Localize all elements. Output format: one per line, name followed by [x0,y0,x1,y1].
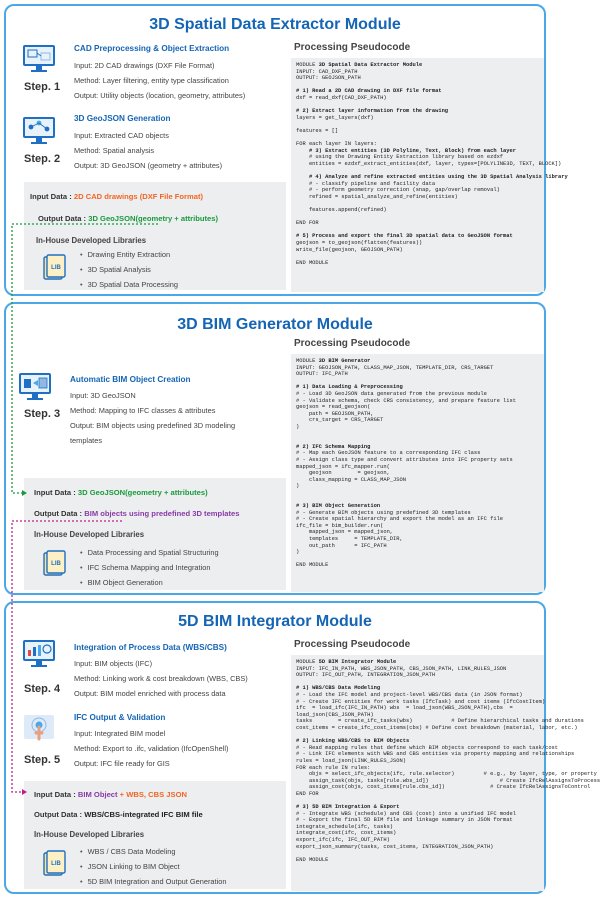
pseudocode-line: # - Integrate WBS (schedule) and CBS (cost) into a unified IFC model [296,810,516,817]
pseudocode-line: class_mapping = CLASS_MAP_JSON [296,476,406,483]
pseudocode-line: # - Load 3D GeoJSON data generated from the previous module [296,390,487,397]
lib-item: • 3D Spatial Data Processing [80,280,178,289]
pseudocode-line: # - Create IFC entities for work tasks (IfcTask) and cost items (IfcCostItem) [296,698,546,705]
pseudocode-line: OUTPUT: GEOJSON_PATH [296,75,361,82]
step-output: Output: BIM objects using predefined 3D modeling [70,421,236,430]
pseudocode-line: MODULE 3D BIM Generator [296,358,371,364]
pseudocode-line: ifc = load_ifc(IFC_IN_PATH) wbs = load_json(WBS_JSON_PATH),cbs = [296,705,513,712]
input-value: 3D GeoJSON(geometry + attributes) [77,488,208,497]
lib-icon-text: LIB [51,561,61,567]
pseudocode-line: integrate_cost(ifc, cost_items) [296,830,397,837]
pseudocode-line: ) [296,423,300,430]
pseudocode-line: OUTPUT: IFC_PATH [296,371,348,378]
validation-touch-icon [22,713,56,743]
pseudocode-line [296,679,539,686]
output-label: Output Data : [34,509,83,518]
pseudocode-line: END MODULE [296,562,329,569]
step-input: Input: Extracted CAD objects [74,131,169,140]
step-label: Step. 2 [24,153,61,165]
pseudocode-block [291,58,568,292]
pseudocode-line: mapped_json = mapped_json, [296,529,394,536]
pseudocode-line: MODULE 5D BIM Integrator Module [296,659,397,665]
step-output: Output: IFC file ready for GIS [74,759,170,768]
pseudocode-line: # - Export the final 5D BIM file and linkage summary in JSON format [296,817,513,824]
pseudocode-line: geojson = geojson, [296,470,390,477]
pseudocode-line: write_file(geojson, GEOJSON_PATH) [296,246,403,253]
pseudocode-line: # 2) IFC Schema Mapping [296,443,371,450]
pseudocode-line: # - Map each GeoJSON feature to a corresponding IFC class [296,450,481,457]
pseudocode-line: # 1) Read a 2D CAD drawing in DXF file format [296,88,442,95]
pseudocode-line: refined = spatial_analyze_and_refine(entities) [296,193,458,200]
lib-item: • 3D Spatial Analysis [80,265,151,274]
step-label: Step. 3 [24,408,61,420]
output-label: Output Data : [34,810,83,819]
module-title: 5D BIM Integrator Module [178,613,372,630]
step-method: Method: Export to .ifc, validation (IfcOpenShell) [74,744,229,753]
pseudocode-heading: Processing Pseudocode [294,639,411,650]
pseudocode-line: END MODULE [296,856,329,863]
library-icon [42,550,66,578]
step-title: Automatic BIM Object Creation [70,375,191,384]
pseudocode-line [296,82,539,89]
pseudocode-line: # using the Drawing Entity Extraction library based on ezdxf [296,154,504,161]
pseudocode-line: # - Load the IFC model and project-level WBS/CBS data (in JSON format) [296,691,523,698]
pseudocode-line [296,200,539,207]
pseudocode-line: # 3) Extract entities (3D Polyline, Text, Block) from each layer [308,147,516,154]
step-input: Input: 3D GeoJSON [70,391,136,400]
pseudocode-line: # - Link IFC elements with WBS and CBS entities via property mapping and relationships [296,751,575,758]
pseudocode-line: assign_task(objs, tasks[rule.wbs_id]) # Create IfcRelAssignsToProcess [296,777,600,784]
pseudocode-line [296,135,539,142]
bim-generator-module [4,302,546,595]
step-label: Step. 5 [24,754,61,766]
pseudocode-line: # - Validate schema, check CRS consistency, and prepare feature list [296,397,516,404]
output-value: WBS/CBS-integrated IFC BIM file [84,810,203,819]
pseudocode-line: load_json(CBS_JSON_PATH) [296,711,374,718]
pseudocode-line: # - Generate BIM objects using predefined 3D templates [296,509,471,516]
pseudocode-block [291,655,600,891]
pseudocode-line [296,850,539,857]
pseudocode-line: # 2) Linking WBS/CBS to BIM Objects [296,738,410,745]
lib-item: • WBS / CBS Data Modeling [80,847,176,856]
pseudocode-line [296,378,539,385]
library-icon [42,850,66,878]
geojson-monitor-icon [22,116,56,146]
step-method: Method: Spatial analysis [74,146,155,155]
pseudocode-line: # 4) Analyze and refine extracted entities using the 3D Spatial Analysis library [308,174,568,181]
step-title: IFC Output & Validation [74,713,166,722]
step-method: Method: Layer filtering, entity type classification [74,76,229,85]
pseudocode-line: FOR each layer IN layers: [296,141,377,148]
pseudocode-line: rules = load_json(LINK_RULES_JSON) [296,757,406,764]
pseudocode-line [296,490,539,497]
libs-title: In-House Developed Libraries [34,530,145,539]
pseudocode-line: ifc_file = bim_builder.run( [296,522,384,529]
step-label: Step. 1 [24,81,61,93]
input-data [34,790,187,799]
step-input: Input: Integrated BIM model [74,729,166,738]
library-icon [42,254,66,282]
pseudocode-line: integrate_schedule(ifc, tasks) [296,823,394,830]
pseudocode-line: ) [296,549,300,556]
pseudocode-line: export_json_summary(tasks, cost_items, INTEGRATION_JSON_PATH) [296,843,494,850]
libs-title: In-House Developed Libraries [36,236,147,245]
step-title: 3D GeoJSON Generation [74,114,171,123]
pseudocode-line: END FOR [296,220,319,227]
pseudocode-line: path = GEOJSON_PATH, [296,410,374,417]
lib-item: • BIM Object Generation [80,578,163,587]
step-title: Integration of Process Data (WBS/CBS) [74,643,227,652]
pseudocode-line: INPUT: IFC_IN_PATH, WBS_JSON_PATH, CBS_JSON_PATH, LINK_RULES_JSON [296,665,507,672]
input-value-json: + WBS, CBS JSON [117,790,187,799]
lib-item: • JSON Linking to BIM Object [80,862,180,871]
pseudocode-line: geojson = to_geojson(flatten(features)) [296,240,423,247]
pseudocode-line: entities = ezdxf_extract_entities(dxf, layer, types=[POLYLINE3D, TEXT, BLOCK]) [296,160,562,167]
lib-item: • 5D BIM Integration and Output Generation [80,877,226,886]
step-input: Input: 2D CAD drawings (DXF File Format) [74,61,215,70]
pseudocode-line [296,556,539,563]
pseudocode-line: crs_target = CRS_TARGET [296,417,384,424]
step-input: Input: BIM objects (IFC) [74,659,153,668]
step-method: Method: Linking work & cost breakdown (WBS, CBS) [74,674,248,683]
pseudocode-line: MODULE 3D Spatial Data Extractor Module [296,62,423,68]
pseudocode-line: ) [296,483,300,490]
output-label: Output Data : [38,214,87,223]
output-data [38,214,218,223]
pseudocode-line [296,437,539,444]
pseudocode-line: # - classify pipeline and facility data [296,180,436,187]
input-label: Input Data : [30,192,72,201]
input-label: Input Data : [34,488,76,497]
pseudocode-line [296,253,539,260]
pseudocode-line: templates = TEMPLATE_DIR, [296,536,403,543]
spatial-extractor-module [4,4,568,296]
pseudocode-line [296,732,539,739]
cad-monitor-icon [22,44,56,74]
pseudocode-line: # - Assign class type and convert attributes into IFC property sets [296,456,513,463]
step-output-cont: templates [70,436,103,445]
input-value: 2D CAD drawings (DXF File Format) [73,192,203,201]
integration-monitor-icon [22,639,56,669]
pseudocode-line [296,102,539,109]
lib-item: • IFC Schema Mapping and Integration [80,563,210,572]
pseudocode-line: INPUT: GEOJSON_PATH, CLASS_MAP_JSON, TEMPLATE_DIR, CRS_TARGET [296,364,494,371]
pseudocode-line: # 1) WBS/CBS Data Modeling [296,685,381,692]
pseudocode-line: mapped_json = ifc_mapper.run( [296,463,390,470]
lib-item: • Data Processing and Spatial Structuring [80,548,219,557]
pseudocode-line: out_path = IFC_PATH [296,542,387,549]
pseudocode-line: # - Read mapping rules that define which BIM objects correspond to each task/cost [296,744,559,751]
pseudocode-line: tasks = create_ifc_tasks(wbs) # Define hierarchical tasks and durations [296,718,584,725]
pseudocode-line: cost_items = create_ifc_cost_items(cbs) # Define cost breakdown (material, labor, etc.) [296,724,578,731]
pseudocode-line: # 1) Data Loading & Preprocessing [296,384,403,391]
pseudocode-line [296,496,539,503]
pseudocode-line [296,168,539,175]
libs-title: In-House Developed Libraries [34,830,145,839]
module-title: 3D BIM Generator Module [177,316,373,333]
output-value: 3D GeoJSON(geometry + attributes) [88,214,218,223]
bim-integrator-module [4,601,600,894]
pseudocode-line: # 2) Extract layer information from the drawing [296,108,449,115]
pseudocode-line: # 3) 5D BIM Integration & Export [296,804,400,811]
pseudocode-heading: Processing Pseudocode [294,338,411,349]
input-value-bim: BIM Object [77,790,118,799]
pseudocode-line [296,797,539,804]
lib-icon-text: LIB [51,265,61,271]
pseudocode-line: FOR each rule IN rules: [296,764,371,771]
pseudocode-line [296,121,539,128]
bim-monitor-icon [18,372,52,402]
step-title: CAD Preprocessing & Object Extraction [74,44,230,53]
pseudocode-line: objs = select_ifc_objects(ifc, rule.selector) # e.g., by layer, type, or property [296,771,597,778]
pseudocode-line: INPUT: CAD_DXF_PATH [296,68,358,75]
pseudocode-block [291,354,544,592]
input-label: Input Data : [34,790,76,799]
input-data [30,192,203,201]
output-data [34,810,203,819]
pseudocode-line: export_ifc(ifc, IFC_OUT_PATH) [296,837,390,844]
pseudocode-line: features.append(refined) [296,207,387,214]
pseudocode-heading: Processing Pseudocode [294,42,411,53]
pseudocode-line: # 5) Process and export the final 3D spatial data to GeoJSON format [296,233,513,240]
pseudocode-line [296,227,539,234]
pseudocode-line [296,214,539,221]
input-data [34,488,208,497]
lib-item: • Drawing Entity Extraction [80,250,170,259]
pseudocode-line: OUTPUT: IFC_OUT_PATH, INTEGRATION_JSON_PATH [296,672,436,679]
step-output: Output: 3D GeoJSON (geometry + attributes) [74,161,223,170]
step-output: Output: BIM model enriched with process data [74,689,226,698]
pseudocode-line: geojson = read_geojson( [296,404,371,411]
step-label: Step. 4 [24,683,61,695]
pseudocode-line: END FOR [296,790,319,797]
pseudocode-line: assign_cost(objs, cost_items[rule.cbs_id]) # Create IfcRelAssignsToControl [296,784,591,791]
pseudocode-line: # - Create spatial hierarchy and export the model as an IFC file [296,516,504,523]
pseudocode-line: END MODULE [296,259,329,266]
pseudocode-line: # - perform geometry correction (snap, gap/overlap removal) [296,187,500,194]
pseudocode-line: # 3) BIM Object Generation [296,503,381,510]
pseudocode-line: layers = get_layers(dxf) [296,114,374,121]
output-data [34,509,240,518]
lib-icon-text: LIB [51,861,61,867]
module-title: 3D Spatial Data Extractor Module [149,16,401,33]
output-value: BIM objects using predefined 3D templates [84,509,240,518]
pseudocode-line [296,431,539,438]
pseudocode-line: features = [] [296,127,339,134]
pseudocode-line: dxf = read_dxf(CAD_DXF_PATH) [296,94,387,101]
step-output: Output: Utility objects (location, geometry, attributes) [74,91,246,100]
step-method: Method: Mapping to IFC classes & attributes [70,406,216,415]
